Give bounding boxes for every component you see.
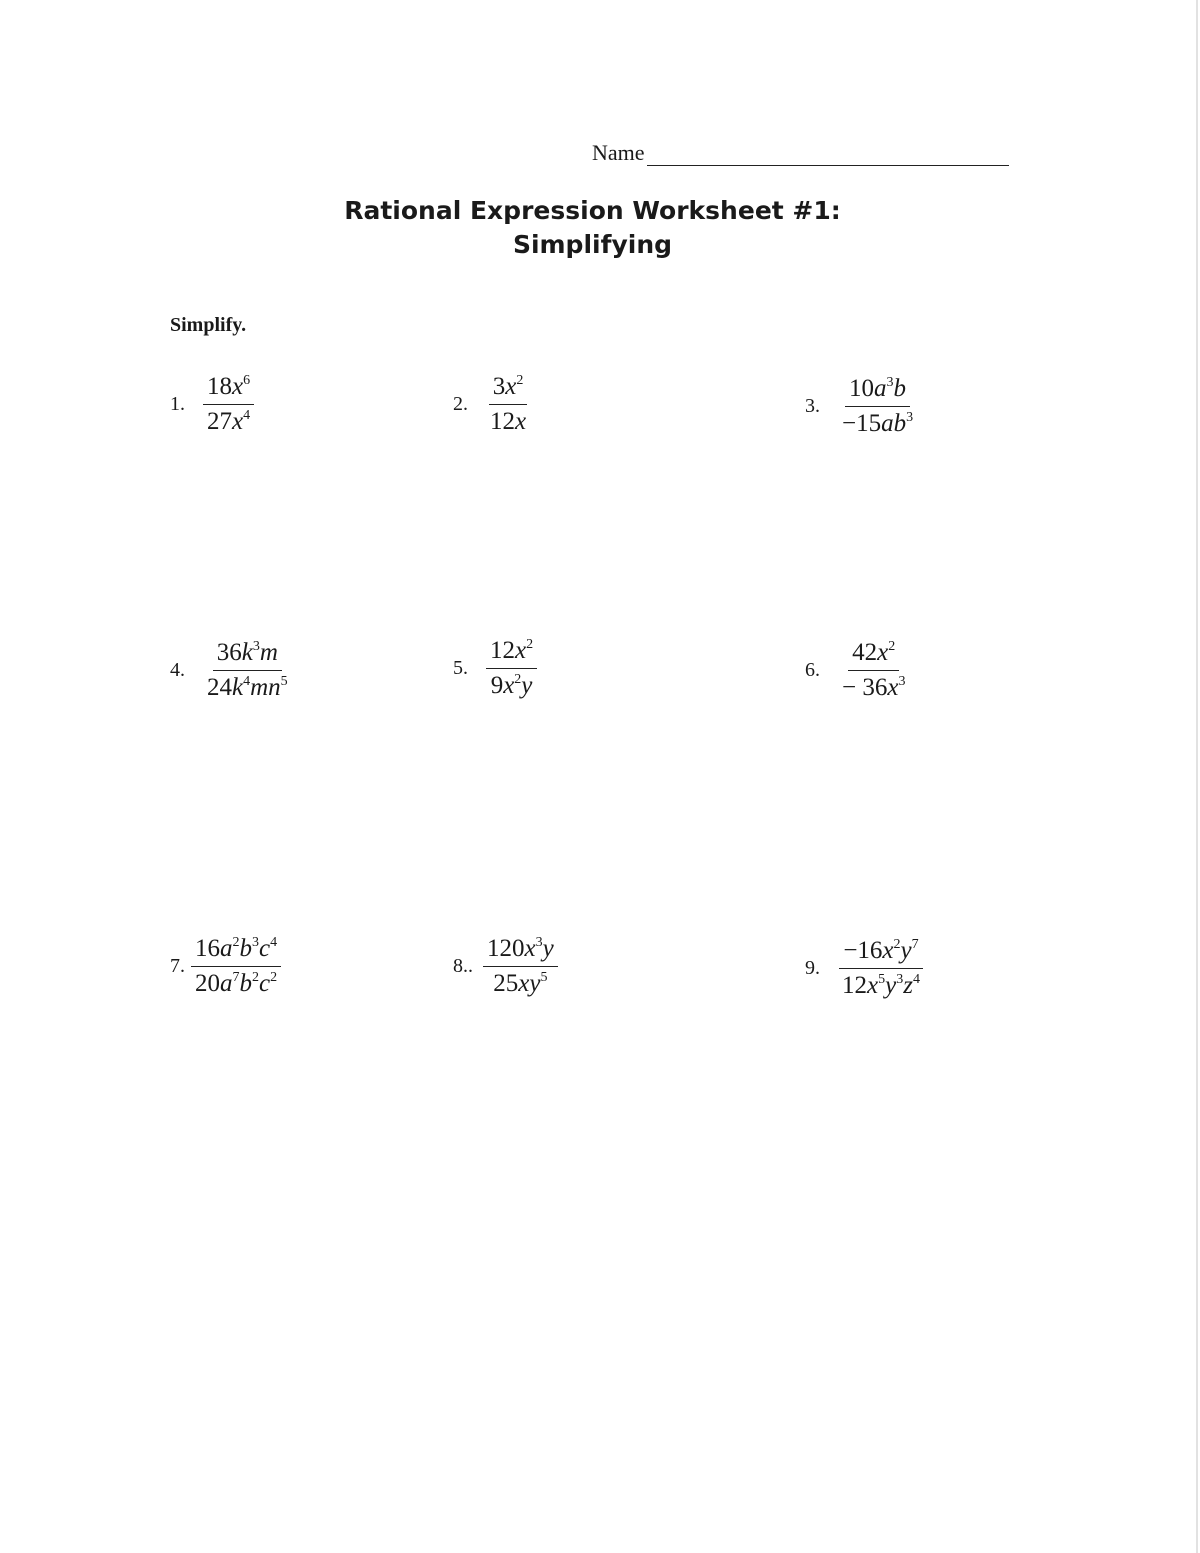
numerator: $-16x^2y^7$ — [839, 936, 922, 969]
numerator: $36k^3m$ — [213, 638, 282, 671]
problem-7 — [170, 934, 281, 999]
problem-3 — [805, 374, 917, 439]
numerator: $10a^3b$ — [845, 374, 910, 407]
problem-number: 7. — [170, 955, 185, 977]
fraction — [486, 372, 530, 437]
denominator: $12x^5y^3z^4$ — [842, 972, 920, 999]
numerator: $18x^6$ — [203, 372, 254, 405]
denominator: 12x — [490, 408, 527, 435]
title-line-1: Rational Expression Worksheet #1: — [344, 196, 841, 225]
numerator: $3x^2$ — [489, 372, 528, 405]
fraction — [203, 372, 254, 437]
denominator: − $36x^3$ — [842, 674, 906, 701]
name-field — [592, 140, 1009, 166]
problem-2 — [453, 372, 530, 437]
problem-9 — [805, 936, 924, 1001]
problem-6 — [805, 638, 909, 703]
problem-number: 8.. — [453, 955, 473, 977]
problem-number: 9. — [805, 957, 820, 979]
denominator: $9x^2y$ — [490, 672, 533, 699]
denominator: $-15ab^3$ — [842, 410, 914, 437]
fraction — [483, 934, 558, 999]
problem-number: 2. — [453, 393, 468, 415]
worksheet-title — [0, 194, 1185, 262]
problem-4 — [170, 638, 292, 703]
problem-number: 6. — [805, 659, 820, 681]
problem-8 — [453, 934, 558, 999]
denominator: $24k^4mn^5$ — [207, 674, 288, 701]
denominator: $25xy^5$ — [493, 970, 548, 997]
title-line-2: Simplifying — [512, 230, 673, 259]
problem-5 — [453, 636, 537, 701]
fraction — [838, 638, 909, 703]
name-label: Name — [592, 140, 645, 165]
problem-number: 4. — [170, 659, 185, 681]
problem-number: 5. — [453, 657, 468, 679]
name-blank-line[interactable] — [647, 143, 1009, 166]
problem-number: 1. — [170, 393, 185, 415]
numerator: $12x^2$ — [486, 636, 537, 669]
instruction-text: Simplify. — [170, 314, 247, 336]
problem-number: 3. — [805, 395, 820, 417]
fraction — [838, 374, 917, 439]
page-edge — [1196, 0, 1198, 1553]
fraction — [191, 934, 281, 999]
problem-1 — [170, 372, 254, 437]
numerator: $120x^3y$ — [483, 934, 558, 967]
fraction — [838, 936, 924, 1001]
fraction — [486, 636, 537, 701]
numerator: $16a^2b^3c^4$ — [191, 934, 281, 967]
fraction — [203, 638, 292, 703]
denominator: $20a^7b^2c^2$ — [195, 970, 278, 997]
numerator: $42x^2$ — [848, 638, 899, 671]
denominator: $27x^4$ — [207, 408, 251, 435]
